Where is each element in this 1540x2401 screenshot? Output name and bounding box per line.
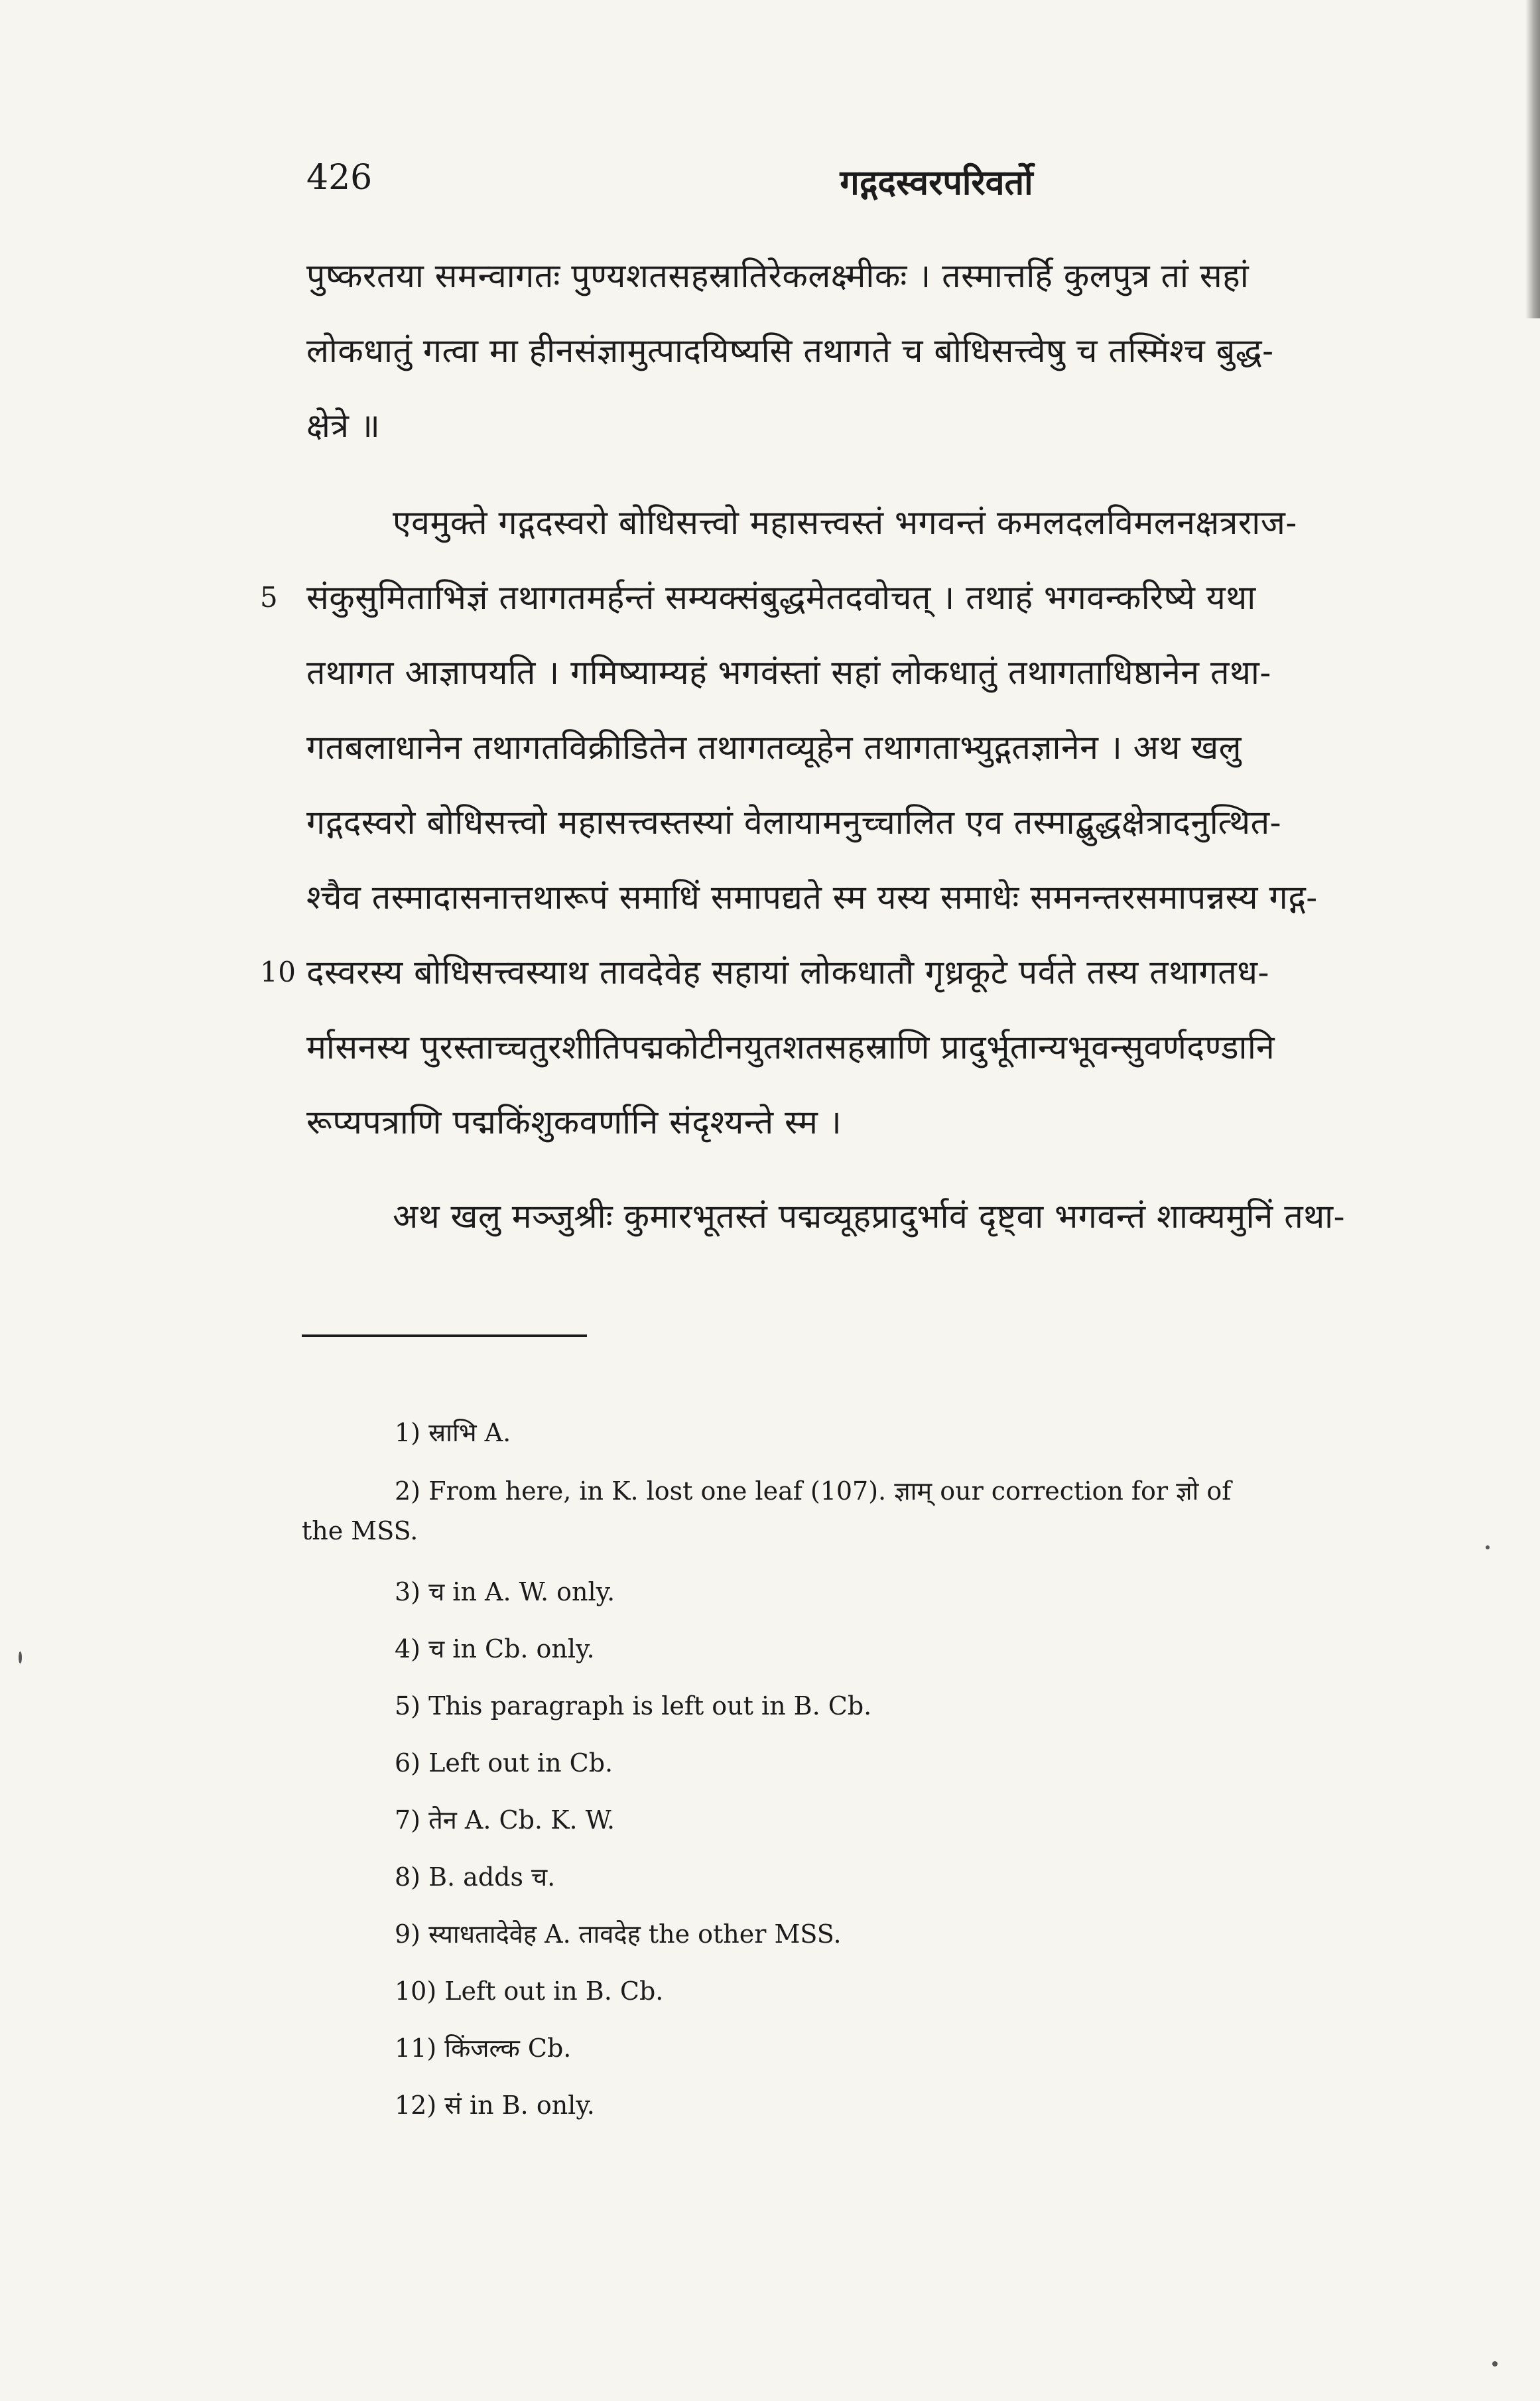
text-line-12: रूप्यपत्राणि पद्मकिंशुकवर्णानि संदृश्यन्ते स्म ।	[306, 1103, 842, 1141]
text-line-6: तथागत आज्ञापयति । गमिष्याम्यहं भगवंस्तां सहां लोकधातुं तथागताधिष्ठानेन तथा-	[306, 653, 1271, 692]
page-speck	[1486, 1545, 1490, 1549]
line-number: 5	[260, 581, 279, 614]
text-line-3: क्षेत्रे ॥	[306, 407, 381, 445]
footnote-8: 8) B. adds च.	[395, 1862, 556, 1892]
footnote-5: 5) This paragraph is left out in B. Cb.	[395, 1691, 872, 1720]
text-line-13: अथ खलु मञ्जुश्रीः कुमारभूतस्तं पद्मव्यूहप्रादुर्भावं दृष्ट्वा भगवन्तं शाक्यमुनिं तथा-	[393, 1197, 1345, 1236]
page-edge-shadow	[1525, 0, 1540, 318]
footnote-2: 2) From here, in K. lost one leaf (107). ज्ञाम् our correction for ज्ञो of the MSS.	[302, 1476, 1232, 1545]
footnote-4: 4) च in Cb. only.	[395, 1634, 595, 1663]
text-line-7: गतबलाधानेन तथागतविक्रीडितेन तथागतव्यूहेन तथागताभ्युद्गतज्ञानेन । अथ खलु	[306, 728, 1242, 767]
footnote-1: 1) स्राभि A.	[395, 1418, 511, 1447]
footnote-11: 11) किंजल्क Cb.	[395, 2034, 572, 2063]
page-header	[306, 158, 1427, 211]
running-title: गद्गदस्वरपरिवर्तो	[840, 162, 1033, 203]
line-number: 10	[260, 956, 296, 988]
footnote-9: 9) स्याधतादेवेह A. तावदेह the other MSS.	[395, 1919, 842, 1949]
text-line-9: श्चैव तस्मादासनात्तथारूपं समाधिं समापद्यते स्म यस्य समाधेः समनन्तरसमापन्नस्य गद्ग-	[306, 878, 1318, 917]
text-line-10: 10 दस्वरस्य बोधिसत्त्वस्याथ तावदेवेह सहायां लोकधातौ गृध्रकूटे पर्वते तस्य तथागतध-	[306, 943, 1434, 1002]
footnote-3: 3) च in A. W. only.	[395, 1577, 615, 1606]
text-line-1: पुष्करतया समन्वागतः पुण्यशतसहस्रातिरेकलक्ष्मीकः । तस्मात्तर्हि कुलपुत्र तां सहां	[306, 257, 1250, 295]
footnote-10: 10) Left out in B. Cb.	[395, 1977, 664, 2006]
footnote-rule	[302, 1334, 587, 1337]
text-line-5: 5 संकुसुमिताभिज्ञं तथागतमर्हन्तं सम्यक्संबुद्धमेतदवोचत् । तथाहं भगवन्करिष्ये यथा	[306, 568, 1434, 627]
page-speck	[19, 1652, 22, 1663]
footnote-7: 7) तेन A. Cb. K. W.	[395, 1805, 615, 1835]
footnote-6: 6) Left out in Cb.	[395, 1748, 613, 1778]
text-line-11: र्मासनस्य पुरस्ताच्चतुरशीतिपद्मकोटीनयुतशतसहस्राणि प्रादुर्भूतान्यभूवन्सुवर्णदण्डानि	[306, 1028, 1275, 1067]
page-number: 426	[306, 158, 373, 198]
text-line-2: लोकधातुं गत्वा मा हीनसंज्ञामुत्पादयिष्यसि तथागते च बोधिसत्त्वेषु च तस्मिंश्च बुद्ध-	[306, 332, 1274, 370]
page-speck	[1492, 2361, 1498, 2367]
text-line-8: गद्गदस्वरो बोधिसत्त्वो महासत्त्वस्तस्यां वेलायामनुच्चालित एव तस्माद्बुद्धक्षेत्रादनुत्थित-	[306, 803, 1281, 842]
text-line-4: एवमुक्ते गद्गदस्वरो बोधिसत्त्वो महासत्त्वस्तं भगवन्तं कमलदलविमलनक्षत्रराज-	[393, 503, 1297, 542]
footnote-12: 12) सं in B. only.	[395, 2091, 595, 2120]
